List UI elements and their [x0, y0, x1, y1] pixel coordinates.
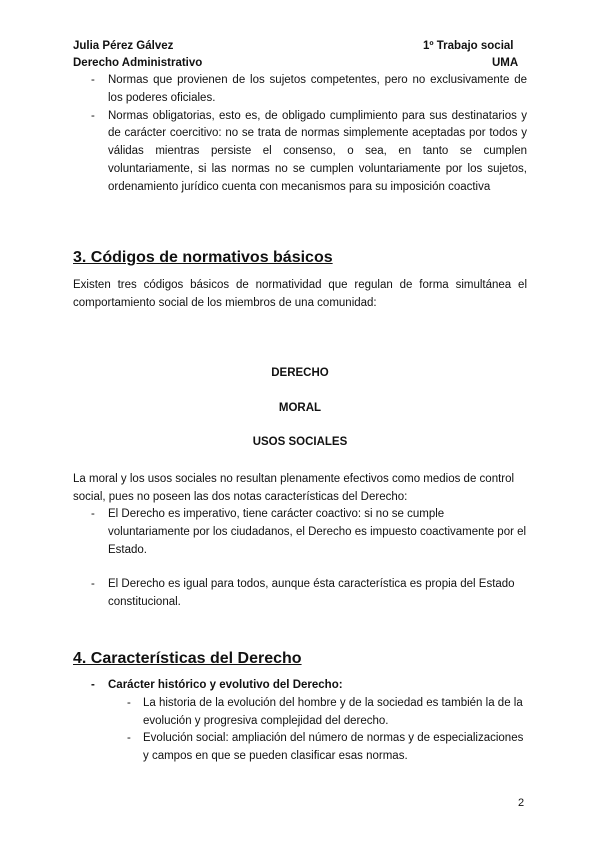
intro-list: [73, 72, 527, 197]
code-usos-sociales: USOS SOCIALES: [252, 436, 348, 448]
section-4-title: 4. Características del Derecho: [73, 650, 302, 667]
header-course: 1º Trabajo social: [423, 40, 514, 52]
list-item: - Evolución social: ampliación del número de normas y de especializaciones y campos en que se pueden clasificar esas normas.: [73, 730, 527, 766]
header-subject: Derecho Administrativo: [73, 57, 203, 69]
list-item: - El Derecho es imperativo, tiene carácter coactivo: si no se cumple voluntariamente por los ciudadanos, el Derecho es impuesto coactivamente por el Estado.: [73, 506, 527, 559]
header-author: Julia Pérez Gálvez: [73, 40, 174, 52]
code-moral: MORAL: [278, 402, 322, 414]
list-item: - Normas obligatorias, esto es, de obligado cumplimiento para sus destinatarios y de carácter coercitivo: no se trata de normas simplemente aceptadas por todos y válidas mientras persiste el consenso, o sea, en tanto se cumplen voluntariamente, si las normas no se cumplen voluntariamente por los sujetos, ordenamiento jurídico cuenta con mecanismos para su imposición coactiva: [73, 108, 527, 197]
page-number: 2: [518, 797, 525, 809]
list-item: - Normas que provienen de los sujetos competentes, pero no exclusivamente de los poderes oficiales.: [73, 72, 527, 108]
section-3-title: 3. Códigos de normativos básicos: [73, 249, 333, 266]
section-3-intro: Existen tres códigos básicos de normatividad que regulan de forma simultánea el comportamiento social de los miembros de una comunidad:: [73, 279, 527, 309]
list-item: - La historia de la evolución del hombre y de la sociedad es también la de la evolución y progresiva complejidad del derecho.: [73, 695, 527, 731]
code-derecho: DERECHO: [271, 367, 329, 379]
section-4-item-title: - Carácter histórico y evolutivo del Derecho:: [73, 677, 527, 695]
header-university: UMA: [492, 57, 519, 69]
section-3-list-2: [73, 576, 527, 612]
section-3-list: [73, 506, 527, 559]
section-4-list: [73, 677, 527, 766]
list-item: - El Derecho es igual para todos, aunque ésta característica es propia del Estado constitucional.: [73, 576, 527, 612]
section-3-paragraph: La moral y los usos sociales no resultan plenamente efectivos como medios de control social, pues no poseen las dos notas características del Derecho:: [73, 473, 515, 503]
